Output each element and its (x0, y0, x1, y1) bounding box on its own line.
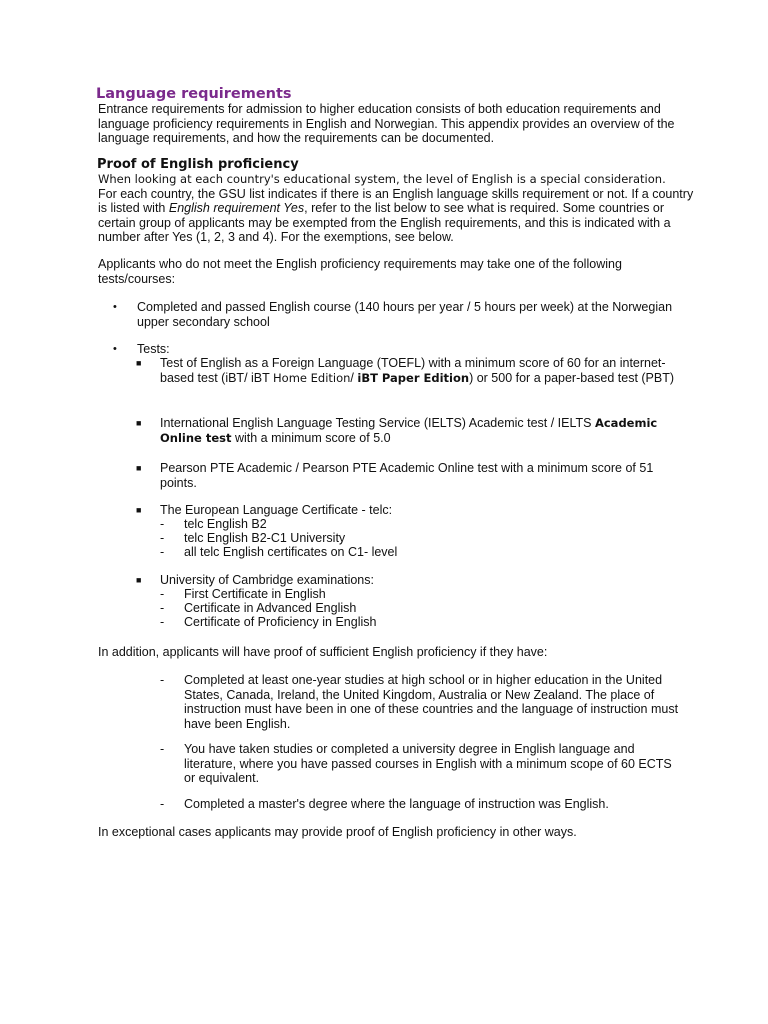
cambridge-item: Certificate of Proficiency in English (184, 615, 377, 629)
cambridge-item: First Certificate in English (184, 587, 326, 601)
ielts-bold: Academic Online test (160, 416, 658, 445)
addition-item: You have taken studies or completed a university degree in English language and literature, where you have passed courses in English with a minimum scope of 60 ECTS or equivalent. (184, 742, 672, 785)
square-bullet-glyph: ■ (136, 575, 142, 585)
dash-glyph: - (160, 742, 165, 756)
dash-glyph: - (160, 797, 165, 811)
bullet-glyph: • (113, 343, 117, 355)
test-item-pte: Pearson PTE Academic / Pearson PTE Academic Online test with a minimum score of 51 points. (160, 461, 654, 490)
addition-item: Completed a master's degree where the language of instruction was English. (184, 797, 609, 811)
applicants-paragraph: Applicants who do not meet the English proficiency requirements may take one of the following tests/courses: (98, 257, 622, 286)
dash-glyph: - (160, 615, 165, 629)
dash-glyph: - (160, 545, 165, 559)
list-item-tests: Tests: (137, 342, 170, 356)
addition-item: Completed at least one-year studies at high school or in higher education in the United States, Canada, Ireland, the United Kingdom, Australia or New Zealand. The place of instruction must have been in one of these countries and the language of instruction must have been English. (184, 673, 679, 731)
proof-text-italic: English requirement Yes (168, 201, 305, 215)
toefl-paper-edition: iBT Paper Edition (357, 370, 470, 385)
square-bullet-glyph: ■ (136, 505, 142, 515)
square-bullet-glyph: ■ (136, 463, 142, 473)
proof-paragraph (98, 172, 698, 245)
toefl-text-a: Test of English as a Foreign Language (TOEFL) with a minimum score of 60 for an internet-based test (iBT/ iBT (160, 356, 666, 385)
toefl-home-edition: Home Edition (273, 370, 351, 385)
telc-item: telc English B2 (184, 517, 267, 531)
square-bullet-glyph: ■ (136, 418, 142, 428)
addition-paragraph: In addition, applicants will have proof of sufficient English proficiency if they have: (98, 645, 548, 659)
telc-item: telc English B2-C1 University (184, 531, 346, 545)
ielts-text-a: International English Language Testing Service (IELTS) Academic test / IELTS (160, 416, 595, 430)
test-item-cambridge: University of Cambridge examinations: (160, 573, 374, 587)
dash-glyph: - (160, 531, 165, 545)
toefl-slash: / (350, 370, 358, 385)
section-heading: Language requirements (96, 86, 292, 102)
square-bullet-glyph: ■ (136, 358, 142, 368)
list-item-english-course: Completed and passed English course (140 hours per year / 5 hours per week) at the Norwegian upper secondary school (137, 300, 673, 329)
test-item-toefl (160, 356, 680, 385)
cambridge-item: Certificate in Advanced English (184, 601, 357, 615)
telc-item: all telc English certificates on C1- level (184, 545, 398, 559)
proof-text-a: For each country, the GSU list indicates if there is an English language skills requirement or not. If a country is listed with (98, 186, 694, 215)
intro-paragraph: Entrance requirements for admission to higher education consists of both education requirements and language proficiency requirements in English and Norwegian. This appendix provides an overview of the language requirements, and how the requirements can be documented. (98, 102, 675, 145)
dash-glyph: - (160, 517, 165, 531)
dash-glyph: - (160, 587, 165, 601)
test-item-ielts (160, 416, 680, 445)
proof-first-line: When looking at each country's educational system, the level of English is a special consideration. (98, 172, 666, 186)
dash-glyph: - (160, 673, 165, 687)
bullet-glyph: • (113, 301, 117, 313)
toefl-text-b: ) or 500 for a paper-based test (PBT) (469, 370, 675, 385)
proof-text-b: , refer to the list below to see what is required. Some countries or certain group of applicants may be exempted from the English requirements, and this is indicated with a number after Yes (1, 2, 3 and 4). For the exemptions, see below. (98, 201, 671, 244)
test-item-telc: The European Language Certificate - telc: (160, 503, 393, 517)
ielts-text-b: with a minimum score of 5.0 (231, 430, 391, 445)
exceptional-paragraph: In exceptional cases applicants may provide proof of English proficiency in other ways. (98, 825, 577, 839)
dash-glyph: - (160, 601, 165, 615)
subsection-heading: Proof of English proficiency (97, 157, 299, 172)
